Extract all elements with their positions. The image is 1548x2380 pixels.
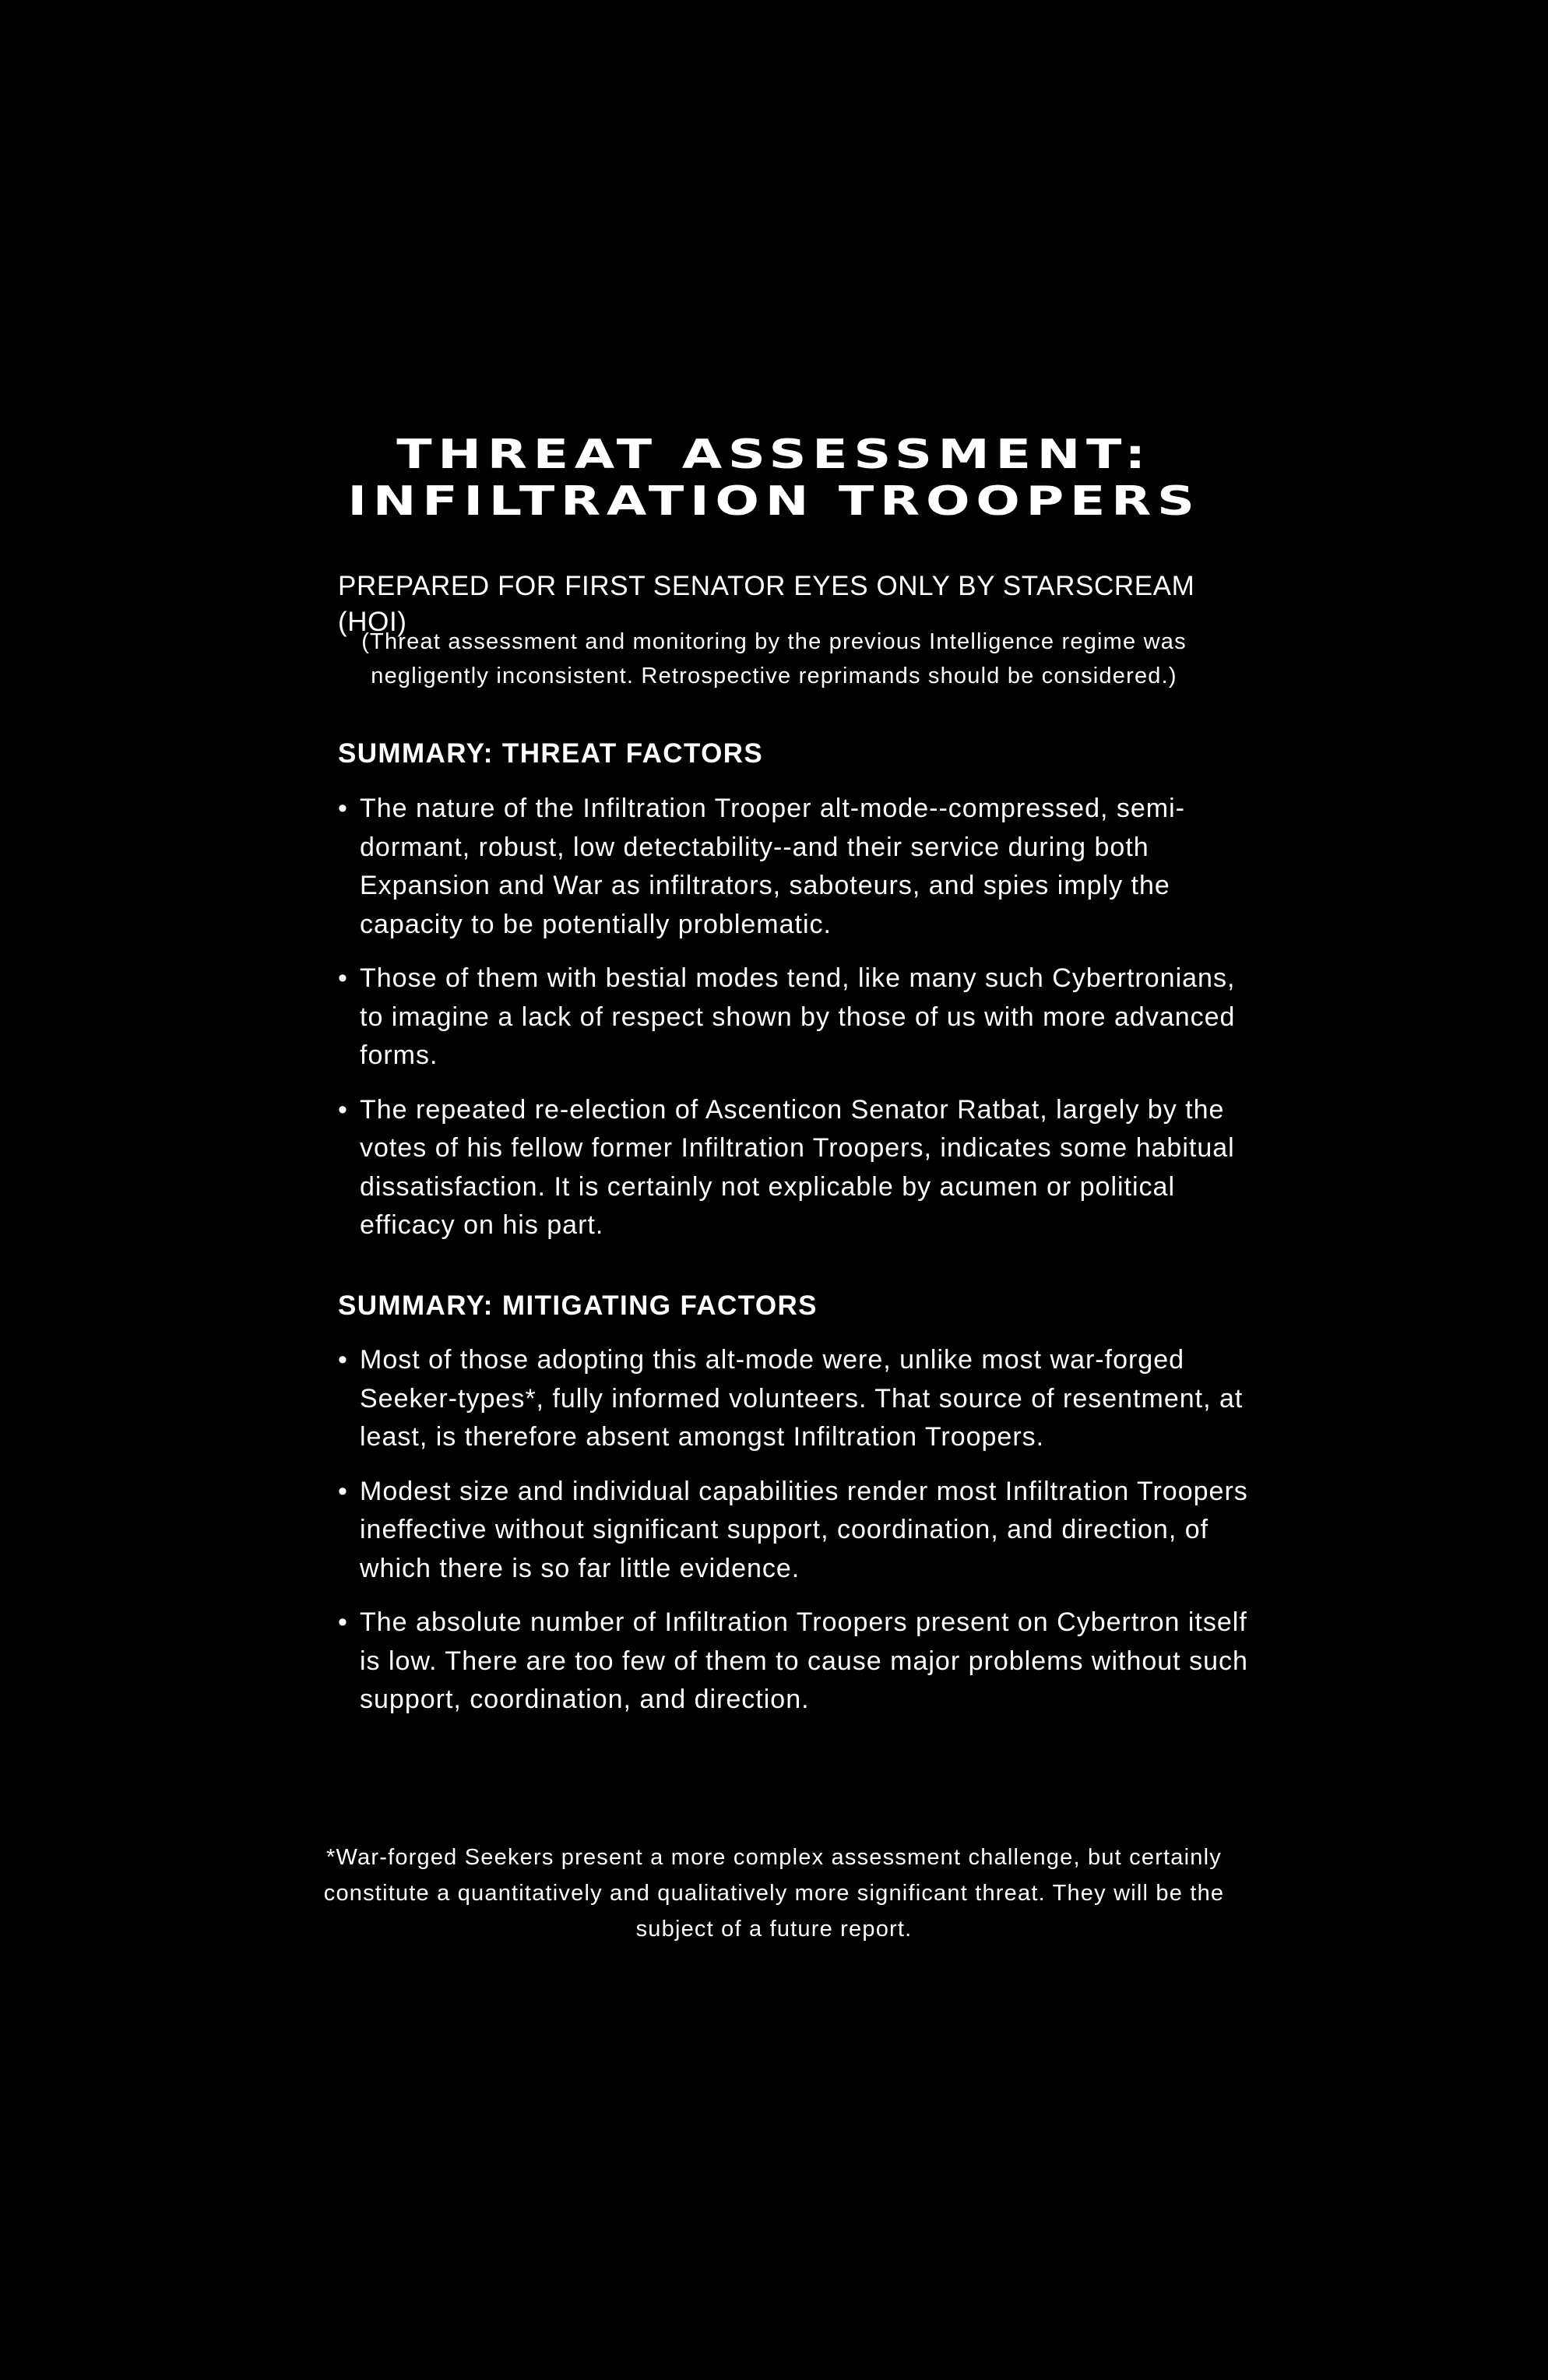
section-heading-mitigating-factors: SUMMARY: MITIGATING FACTORS	[338, 1290, 818, 1321]
list-item-text: Those of them with bestial modes tend, like many such Cybertronians, to imagine a lack of respect shown by those of us with more advanced forms.	[360, 963, 1236, 1070]
mitigating-factors-list	[338, 1341, 1257, 1735]
list-item-text: Most of those adopting this alt-mode were, unlike most war-forged Seeker-types*, fully informed volunteers. That source of resentment, at least, is therefore absent amongst Infiltration Troopers.	[360, 1345, 1244, 1452]
list-item	[338, 1091, 1257, 1245]
bullet-dot-icon: •	[338, 963, 348, 993]
bullet-dot-icon: •	[338, 1476, 348, 1506]
footnote: *War-forged Seekers present a more complex assessment challenge, but certainly constitute a quantitatively and qualitatively more significant threat. They will be the subject of a future report.	[323, 1845, 1225, 1942]
prepared-for-line: PREPARED FOR FIRST SENATOR EYES ONLY BY STARSCREAM (HOI)	[338, 571, 1195, 637]
bullet-dot-icon: •	[338, 794, 348, 823]
list-item	[338, 790, 1257, 944]
list-item	[338, 1341, 1257, 1457]
list-item	[338, 1604, 1257, 1720]
bullet-dot-icon: •	[338, 1345, 348, 1375]
bullet-dot-icon: •	[338, 1607, 348, 1637]
page-title-line-2: INFILTRATION TROOPERS	[347, 478, 1201, 525]
page-title-line-1: THREAT ASSESSMENT:	[396, 431, 1152, 478]
section-heading-threat-factors: SUMMARY: THREAT FACTORS	[338, 738, 764, 769]
list-item-text: The absolute number of Infiltration Troopers present on Cybertron itself is low. There are too few of them to cause major problems without such support, coordination, and direction.	[360, 1607, 1248, 1714]
list-item	[338, 959, 1257, 1076]
list-item	[338, 1473, 1257, 1589]
intro-note: (Threat assessment and monitoring by the previous Intelligence regime was negligently inconsistent. Retrospective reprimands should be considered.)	[361, 629, 1187, 688]
list-item-text: The nature of the Infiltration Trooper alt-mode--compressed, semi-dormant, robust, low detectability--and their service during both Expansion and War as infiltrators, saboteurs, and spies imply the capacity to be potentially problematic.	[360, 794, 1185, 939]
threat-factors-list	[338, 790, 1257, 1261]
list-item-text: The repeated re-election of Ascenticon Senator Ratbat, largely by the votes of his fellow former Infiltration Troopers, indicates some habitual dissatisfaction. It is certainly not explicable by acumen or political efficacy on his part.	[360, 1094, 1235, 1240]
bullet-dot-icon: •	[338, 1094, 348, 1125]
list-item-text: Modest size and individual capabilities render most Infiltration Troopers ineffective without significant support, coordination, and direction, of which there is so far little evidence.	[360, 1476, 1248, 1583]
